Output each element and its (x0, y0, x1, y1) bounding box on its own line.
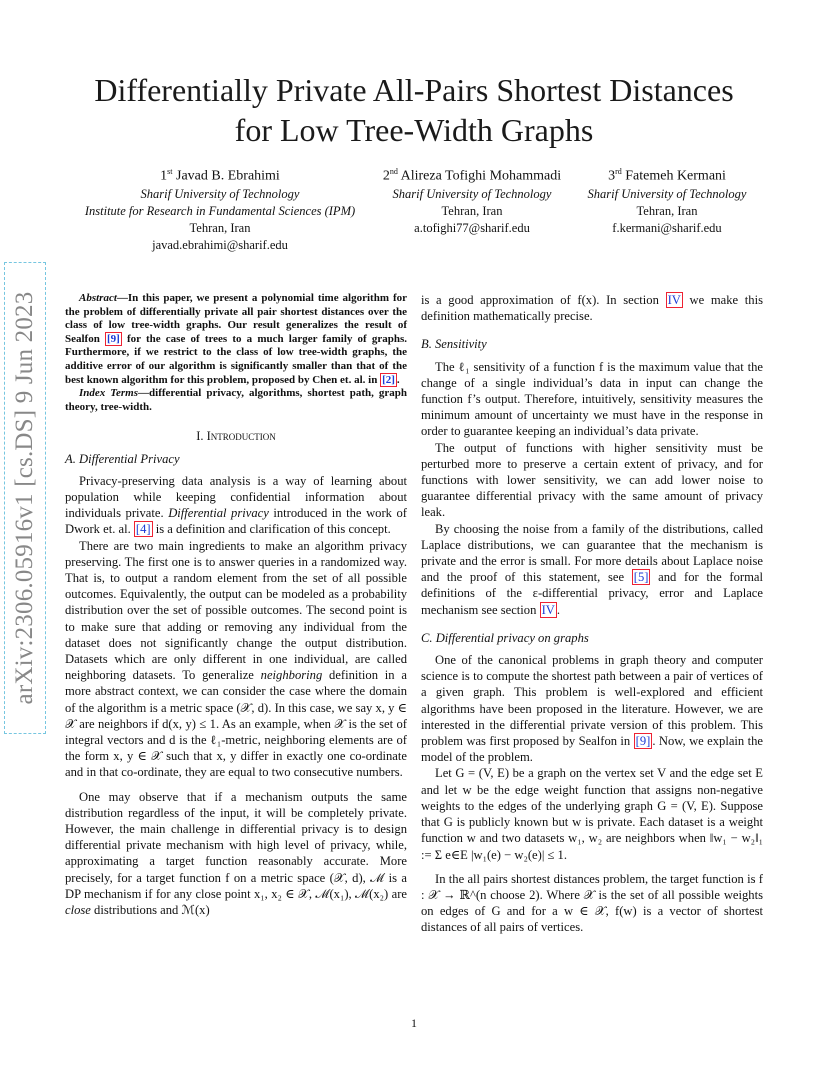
author-ordinal-suffix: nd (389, 167, 398, 176)
title-line-2: for Low Tree-Width Graphs (234, 112, 594, 148)
paragraph-text: distributions and ℳ(x) (90, 903, 210, 918)
left-column (65, 292, 407, 918)
section-link[interactable]: IV (541, 602, 555, 617)
paragraph-text: By choosing the noise from a family of the distributions, called Laplace distributions, we can guarantee that the mechanism is private and the error is small. For more details about Laplace noise and the proof of this statement, see (421, 521, 763, 585)
abstract-label: Abstract (79, 292, 117, 304)
author-affiliation: Sharif University of Technology (140, 186, 300, 201)
subsection-heading: C. Differential privacy on graphs (421, 630, 589, 645)
paragraph: The ℓ₁ sensitivity of a function f is the maximum value that the change of a single individual’s data in input can change the function f’s output. Therefore, intuitively, sensitivity measures the minimum amount of uncertainty we must have in the response in order to guarantee keeping an individual’s data private. (421, 359, 763, 439)
author-email[interactable]: f.kermani@sharif.edu (612, 220, 722, 235)
author-location: Tehran, Iran (189, 220, 251, 235)
paragraph-text: One of the canonical problems in graph theory and computer science is to compute the shortest path between a pair of vertices of a given graph. This problem is well-explored and efficient algorithms have been proposed in the literature. However, we are interested in the differential private version of this problem. This problem was first proposed by Sealfon in (421, 653, 763, 749)
abstract-text: for the case of trees to a much larger family of graphs. Furthermore, if we restrict to the class of low tree-width graphs, the additive error of our algorithm is significantly smaller than that of the best known algorithm for this problem, proposed by Chen et. al. in (65, 332, 407, 386)
author-name-text: Alireza Tofighi Mohammadi (400, 168, 562, 184)
paragraph-text: There are two main ingredients to make an algorithm privacy preserving. The first one is to answer queries in a randomized way. That is, to output a random element from the set of all possible outcomes. Equivalently, the output can be modeled as a probability distribution over the set of possible outcomes. The second point is to make sure that adding or removing any individual from the dataset does not significantly change the output distribution. Datasets which are only different in one individual, are called neighboring datasets. To generalize (65, 538, 407, 683)
paragraph-text: Privacy-preserving data analysis is a way of learning about population while keeping confidential information about individuals private. (65, 473, 407, 521)
author-location: Tehran, Iran (636, 203, 698, 218)
abstract-text: —In this paper, we present a polynomial time algorithm for the problem of differentially private all pair shortest distances over the class of low tree-width graphs. Our result generalizes the result of Sealfon (65, 292, 407, 345)
subsection-heading: B. Sensitivity (421, 337, 487, 352)
abstract (65, 292, 407, 387)
arxiv-stamp[interactable] (4, 262, 46, 734)
subsection-heading: A. Differential Privacy (65, 451, 180, 466)
author-ordinal-suffix: st (167, 167, 173, 176)
author-affiliation: Sharif University of Technology (392, 186, 552, 201)
paragraph-text: we make this definition mathematically precise. (421, 293, 763, 324)
paragraph-text: definition in a more abstract context, we can consider the case where the domain of the algorithm is a metric space (𝒳, d). In this case, we say x, y ∈ 𝒳 are neighbors if d(x, y) ≤ 1. As an example, when 𝒳 is the set of integral vectors and d is the ℓ₁-metric, neighboring elements are of the form x, y ∈ 𝒳 such that x, y differ in exactly one co-ordinate and in that co-ordinate, they are equal to two consecutive numbers. (65, 668, 407, 780)
author-ordinal: 3 (608, 168, 616, 184)
author-name-text: Fatemeh Kermani (625, 168, 726, 184)
index-terms-label: Index Terms (79, 387, 139, 400)
emphasis: Differential privacy (168, 506, 269, 521)
paragraph (65, 538, 407, 781)
paragraph (65, 789, 407, 919)
author-block-1 (60, 162, 380, 254)
author-name (572, 162, 762, 186)
section-link[interactable]: IV (667, 293, 681, 307)
author-affiliation: Institute for Research in Fundamental Sciences (IPM) (84, 203, 356, 218)
arxiv-stamp-text: arXiv:2306.05916v1 [cs.DS] 9 Jun 2023 (11, 291, 38, 705)
paragraph-text: introduced in the work of Dwork et. al. (65, 506, 408, 537)
author-name (60, 162, 380, 186)
author-ordinal: 1 (160, 168, 168, 184)
citation-link[interactable]: [2] (382, 373, 395, 386)
author-ordinal-suffix: rd (615, 167, 622, 176)
citation-link[interactable]: [9] (107, 332, 120, 345)
author-name-text: Javad B. Ebrahimi (176, 168, 280, 184)
title-line-1: Differentially Private All-Pairs Shortest Distances (94, 72, 734, 108)
emphasis: close (65, 903, 91, 918)
paragraph (421, 521, 763, 618)
paragraph-text: and for the formal definitions of the ε-differential privacy, error and Laplace mechanism see section (421, 570, 764, 617)
paragraph (421, 292, 763, 324)
section-heading: I. Introduction (196, 429, 276, 444)
author-email[interactable]: javad.ebrahimi@sharif.edu (152, 237, 288, 252)
author-location: Tehran, Iran (441, 203, 503, 218)
paragraph: In the all pairs shortest distances problem, the target function is f : 𝒳 → ℝ^(n choose 2). Where 𝒳 is the set of all possible weights on edges of G and for a w ∈ 𝒳, f(w) is a vector of shortest distances of all pairs of vertices. (421, 871, 763, 935)
index-terms (65, 387, 407, 414)
abstract-text: . (396, 373, 400, 386)
paragraph-text: One may observe that if a mechanism outputs the same distribution regardless of the input, it will be completely private. However, the main challenge in differential privacy is to design differential private mechanism with high level of privacy, while, approximating a target function reasonably accurate. More precisely, for a target function f on a metric space (𝒳, d), ℳ is a DP mechanism if for any close point x₁, x₂ ∈ 𝒳, ℳ(x₁), ℳ(x₂) are (65, 789, 407, 901)
paragraph (65, 473, 407, 538)
paragraph: The output of functions with higher sensitivity must be perturbed more to preserve a certain extent of privacy, and for functions with lower sensitivity, we can add lower noise to guarantee differential privacy with the same amount of privacy leak. (421, 440, 763, 520)
author-email[interactable]: a.tofighi77@sharif.edu (414, 220, 530, 235)
paragraph (421, 652, 763, 765)
paragraph-text: . Now, we explain the model of the problem. (421, 734, 763, 765)
citation-link[interactable]: [5] (633, 570, 649, 585)
paragraph: Let G = (V, E) be a graph on the vertex set V and the edge set E and let w be the edge weight function that assigns non-negative weights to the edges of the underlying graph G = (V, E). Suppose that G is publicly known but w is private. Each dataset is a weight function w and two datasets w₁, w₂ are neighbors when ‖w₁ − w₂‖₁ := Σ e∈E |w₁(e) − w₂(e)| ≤ 1. (421, 766, 763, 862)
index-terms-text: —differential privacy, algorithms, shortest path, graph theory, tree-width. (65, 387, 407, 413)
paragraph-text: . (556, 602, 561, 617)
citation-link[interactable]: [4] (135, 522, 151, 537)
author-block-3 (572, 162, 762, 237)
author-ordinal: 2 (382, 168, 390, 184)
paragraph-text: is a definition and clarification of this concept. (152, 522, 391, 537)
page-number: 1 (411, 1016, 417, 1030)
citation-link[interactable]: [9] (635, 734, 651, 749)
paper-title (0, 70, 828, 150)
author-name (372, 162, 572, 186)
author-affiliation: Sharif University of Technology (587, 186, 747, 201)
emphasis: neighboring (260, 668, 323, 683)
author-block-2 (372, 162, 572, 237)
paragraph-text: is a good approximation of f(x). In section (421, 293, 666, 307)
right-column (421, 292, 763, 936)
